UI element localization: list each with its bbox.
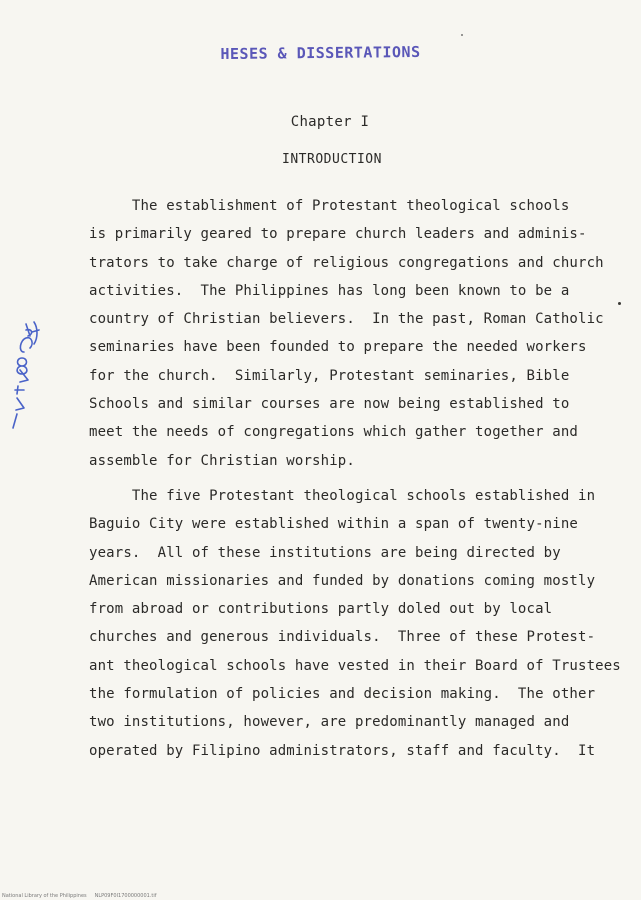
- text-line: trators to take charge of religious congregations and church: [89, 254, 604, 271]
- text-line: years. All of these institutions are being directed by: [89, 544, 561, 561]
- ink-speck: [618, 302, 621, 305]
- text-line: Baguio City were established within a span of twenty-nine: [89, 516, 578, 533]
- text-line: the formulation of policies and decision making. The other: [89, 686, 596, 703]
- text-line: Schools and similar courses are now being established to: [89, 396, 570, 413]
- text-line: ant theological schools have vested in their Board of Trustees: [89, 657, 621, 674]
- handwritten-accession-note: [4, 318, 44, 436]
- text-line: is primarily geared to prepare church leaders and adminis-: [89, 226, 587, 243]
- text-line: American missionaries and funded by donations coming mostly: [89, 572, 596, 589]
- text-line: The five Protestant theological schools established in: [89, 488, 596, 504]
- text-line: activities. The Philippines has long been known to be a: [89, 282, 570, 299]
- text-line: meet the needs of congregations which gather together and: [89, 424, 578, 441]
- text-line: churches and generous individuals. Three of these Protest-: [89, 629, 596, 646]
- text-line: country of Christian believers. In the past, Roman Catholic: [89, 311, 604, 328]
- text-line: seminaries have been founded to prepare the needed workers: [89, 339, 587, 356]
- text-line: assemble for Christian worship.: [89, 452, 355, 469]
- text-line: two institutions, however, are predominantly managed and: [89, 714, 570, 731]
- text-line: operated by Filipino administrators, staff and faculty. It: [89, 742, 596, 759]
- ink-speck: [461, 34, 463, 36]
- paragraph-1: [89, 192, 629, 475]
- section-title: INTRODUCTION: [282, 152, 382, 167]
- text-line: from abroad or contributions partly doled out by local: [89, 601, 553, 618]
- text-line: for the church. Similarly, Protestant seminaries, Bible: [89, 367, 570, 384]
- scan-footer: National Library of the Philippines NLP09F0I1700000001.tif: [2, 893, 157, 899]
- text-line: The establishment of Protestant theological schools: [89, 198, 570, 214]
- chapter-heading: Chapter I: [290, 114, 370, 130]
- library-stamp: HESES & DISSERTATIONS: [220, 42, 421, 64]
- paragraph-2: [89, 482, 629, 765]
